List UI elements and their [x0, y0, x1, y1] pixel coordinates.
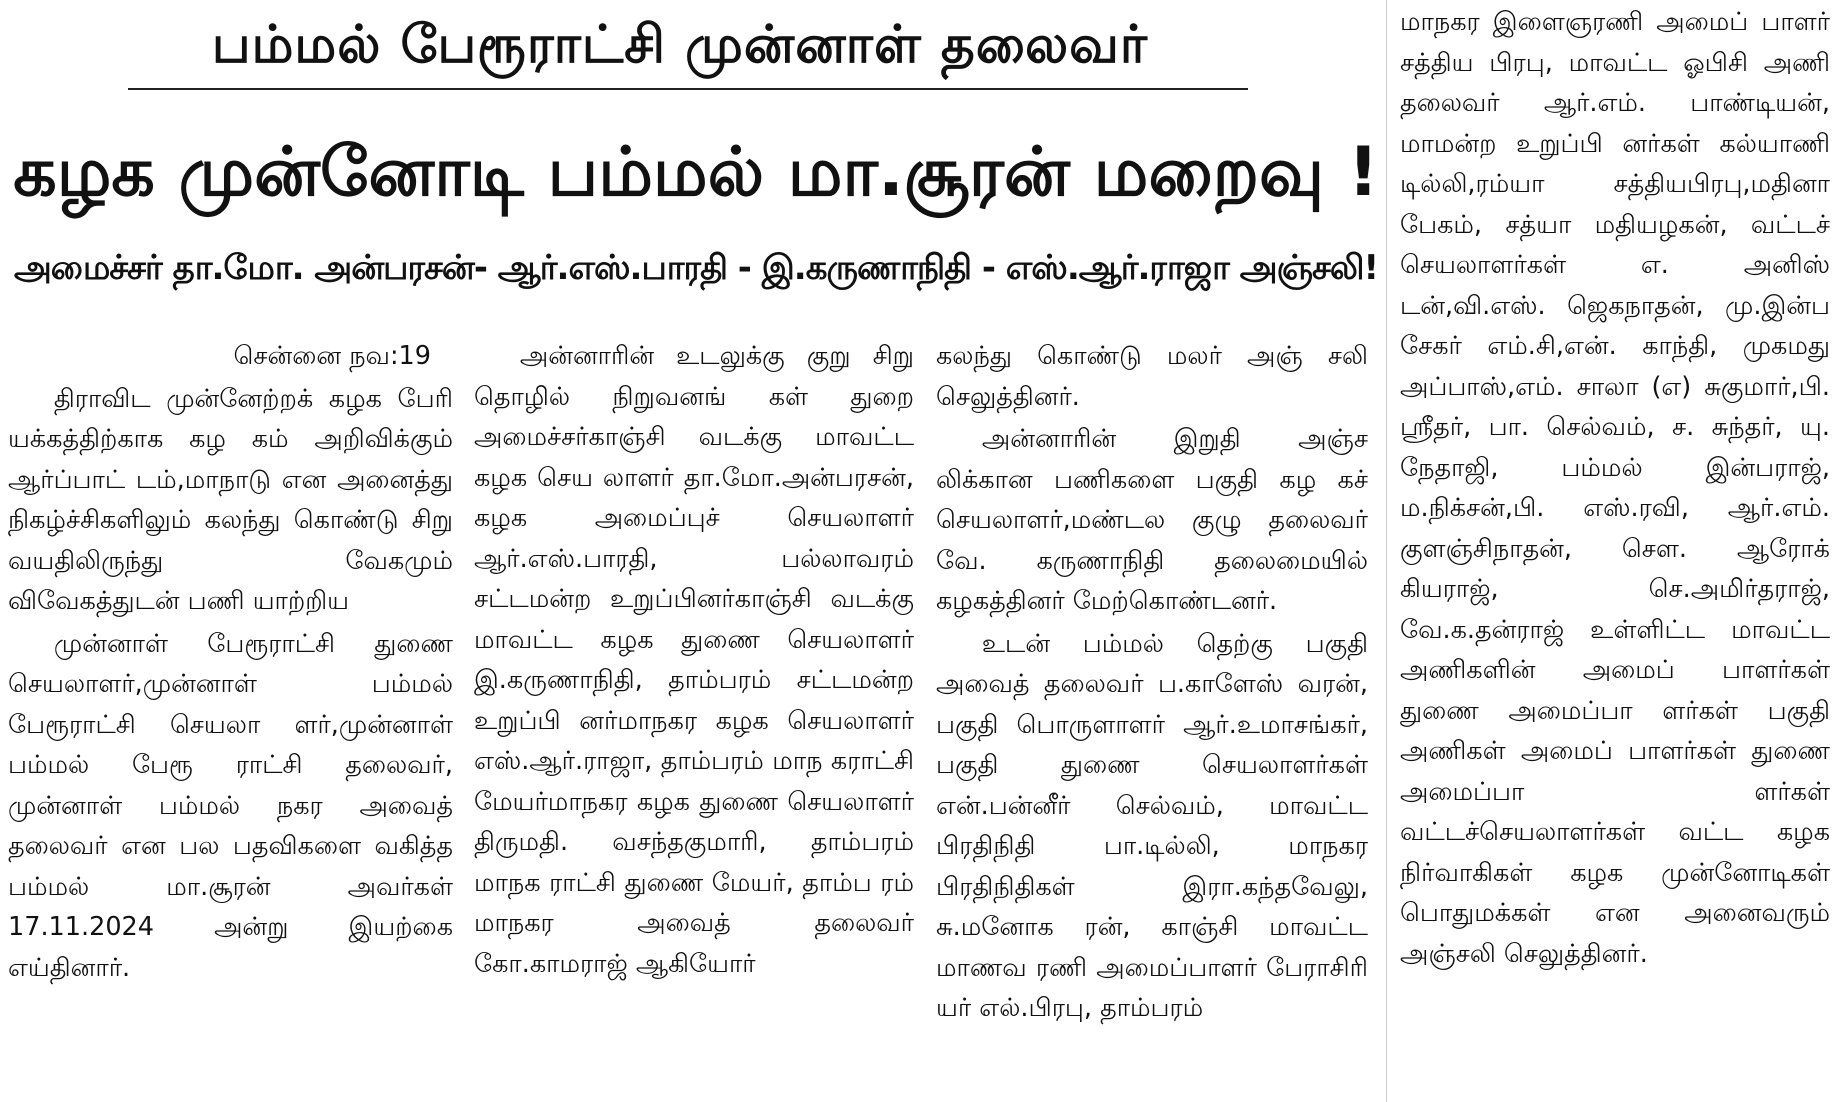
article-column-4	[1400, 2, 1830, 1098]
kicker-headline: பம்மல் பேரூராட்சி முன்னாள் தலைவர்	[211, 15, 1149, 75]
column-3-paragraph-1: கலந்து கொண்டு மலர் அஞ் சலி செலுத்தினர்.	[936, 341, 1368, 412]
column-3-paragraph-2: அன்னாரின் இறுதி அஞ்ச லிக்கான பணிகளை பகுதி கழ கச் செயலாளர்,மண்டல குழு தலைவர் வே. கருணாநிதி தலைமையில் கழகத்தினர் மேற்கொண்டனர்.	[936, 424, 1368, 616]
column-4-paragraph-1: மாநகர இளைஞரணி அமைப் பாளர் சத்திய பிரபு, மாவட்ட ஓபிசி அணி தலைவர் ஆர்.எம். பாண்டியன், மாமன்ற உறுப்பி னர்கள் கல்யாணி டில்லி,ரம்யா சத்தியபிரபு,மதினா பேகம், சத்யா மதியழகன், வட்டச் செயலாளர்கள் எ. அனிஸ் டன்,வி.எஸ். ஜெகநாதன், மு.இன்ப சேகர் எம்.சி,என். காந்தி, முகமது அப்பாஸ்,எம். சாலா (எ) சுகுமார்,பி. ஸ்ரீதர், பா. செல்வம், ச. சுந்தர், யு. நேதாஜி, பம்மல் இன்பராஜ், ம.நிக்சன்,பி. எஸ்.ரவி, ஆர்.எம். குளஞ்சிநாதன், சௌ. ஆரோக் கியராஜ், செ.அமிர்தராஜ், வே.க.தன்ராஜ் உள்ளிட்ட மாவட்ட அணிகளின் அமைப் பாளர்கள் துணை அமைப்பா ளர்கள் பகுதி அணிகள் அமைப் பாளர்கள் துணை அமைப்பா ளர்கள் வட்டச்செயலாளர்கள் வட்ட கழக நிர்வாகிகள் கழக முன்னோடிகள் பொதுமக்கள் என அனைவரும் அஞ்சலி செலுத்தினர்.	[1400, 7, 1830, 969]
column-1-paragraph-1: திராவிட முன்னேற்றக் கழக பேரி யக்கத்திற்காக கழ கம் அறிவிக்கும் ஆர்ப்பாட் டம்,மாநாடு என அனைத்து நிகழ்ச்சிகளிலும் கலந்து கொண்டு சிறு வயதிலிருந்து வேகமும் விவேகத்துடன் பணி யாற்றிய	[8, 383, 453, 616]
article-column-2	[474, 336, 914, 1096]
article-column-3	[936, 336, 1368, 1096]
article-column-1	[8, 336, 453, 1096]
main-headline: கழக முன்னோடி பம்மல் மா.சூரன் மறைவு !	[13, 133, 1379, 212]
column-2-paragraph-1: அன்னாரின் உடலுக்கு குறு சிறு தொழில் நிறுவனங் கள் துறை அமைச்சர்காஞ்சி வடக்கு மாவட்ட கழக செய லாளர் தா.மோ.அன்பரசன், கழக அமைப்புச் செயலாளர் ஆர்.எஸ்.பாரதி, பல்லாவரம் சட்டமன்ற உறுப்பினர்காஞ்சி வடக்கு மாவட்ட கழக துணை செயலாளர் இ.கருணாநிதி, தாம்பரம் சட்டமன்ற உறுப்பி னர்மாநகர கழக செயலாளர் எஸ்.ஆர்.ராஜா, தாம்பரம் மாந கராட்சி மேயர்மாநகர கழக துணை செயலாளர் திருமதி. வசந்தகுமாரி, தாம்பரம் மாநக ராட்சி துணை மேயர், தாம்ப ரம் மாநகர அவைத் தலைவர் கோ.காமராஜ் ஆகியோர்	[474, 341, 914, 979]
column-divider	[1386, 0, 1387, 1102]
column-1-paragraph-2: முன்னாள் பேரூராட்சி துணை செயலாளர்,முன்னாள் பம்மல் பேரூராட்சி செயலா ளர்,முன்னாள் பம்மல் பேரூ ராட்சி தலைவர், முன்னாள் பம்மல் நகர அவைத் தலைவர் என பல பதவிகளை வகித்த பம்மல் மா.சூரன் அவர்கள் 17.11.2024 அன்று இயற்கை எய்தினார்.	[8, 628, 453, 983]
column-3-paragraph-3: உடன் பம்மல் தெற்கு பகுதி அவைத் தலைவர் ப.காளேஸ் வரன், பகுதி பொருளாளர் ஆர்.உமாசங்கர், பகுதி துணை செயலாளர்கள் என்.பன்னீர் செல்வம், மாவட்ட பிரதிநிதி பா.டில்லி, மாநகர பிரதிநிதிகள் இரா.கந்தவேலு, சு.மனோக ரன், காஞ்சி மாவட்ட மாணவ ரணி அமைப்பாளர் பேராசிரி யர் எல்.பிரபு, தாம்பரம்	[936, 628, 1368, 1023]
headline-block	[0, 0, 1400, 330]
dateline: சென்னை நவ:19	[233, 341, 431, 371]
sub-headline: அமைச்சர் தா.மோ. அன்பரசன்- ஆர்.எஸ்.பாரதி - இ.கருணாநிதி - எஸ்.ஆர்.ராஜா அஞ்சலி!	[14, 248, 1378, 288]
headline-rule	[128, 88, 1248, 90]
